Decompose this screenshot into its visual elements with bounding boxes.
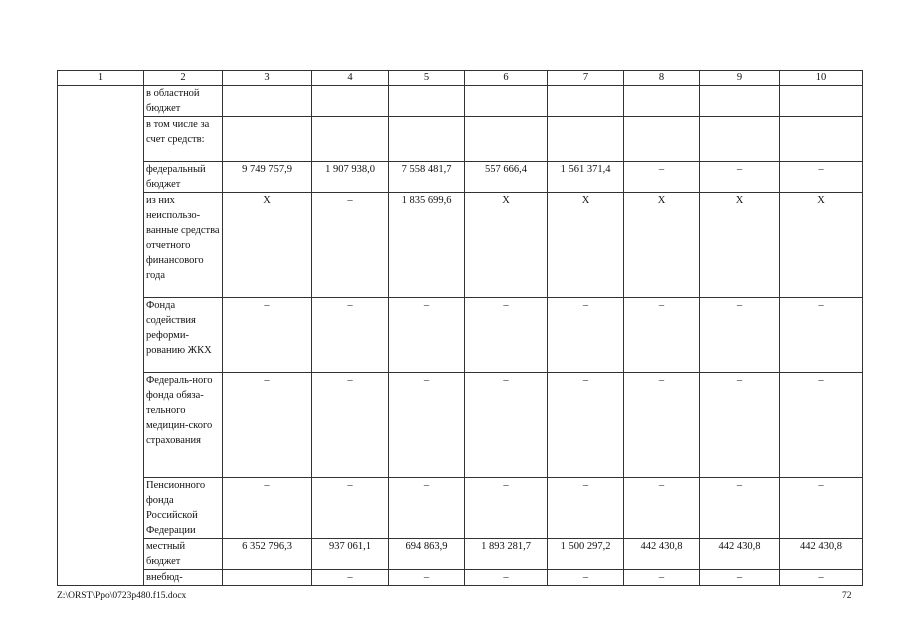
table-cell: –: [700, 373, 780, 478]
table-cell: [312, 86, 389, 117]
table-cell: –: [780, 478, 863, 539]
table-cell: Х: [700, 193, 780, 298]
table-cell: –: [389, 373, 465, 478]
table-cell: –: [624, 373, 700, 478]
table-cell: [223, 117, 312, 162]
table-cell: 1 835 699,6: [389, 193, 465, 298]
table-cell: –: [700, 298, 780, 373]
row-label: в том числе за счет средств:: [144, 117, 223, 162]
table-cell: 937 061,1: [312, 539, 389, 570]
table-cell: –: [780, 373, 863, 478]
table-cell: [780, 117, 863, 162]
header-cell: 4: [312, 71, 389, 86]
header-cell: 8: [624, 71, 700, 86]
table-cell: –: [465, 373, 548, 478]
row-label: из них неиспользо-ванные средства отчетного финансового года: [144, 193, 223, 298]
column-1-cell: [58, 86, 144, 586]
table-cell: 1 907 938,0: [312, 162, 389, 193]
table-cell: Х: [548, 193, 624, 298]
table-row: [58, 193, 863, 298]
table-cell: [223, 86, 312, 117]
table-cell: [465, 86, 548, 117]
table-cell: –: [312, 570, 389, 586]
table-cell: Х: [465, 193, 548, 298]
table-cell: 6 352 796,3: [223, 539, 312, 570]
table-cell: 1 500 297,2: [548, 539, 624, 570]
table-cell: [700, 117, 780, 162]
table-cell: Х: [223, 193, 312, 298]
row-label: в областной бюджет: [144, 86, 223, 117]
header-cell: 2: [144, 71, 223, 86]
table-cell: 1 561 371,4: [548, 162, 624, 193]
table-cell: [389, 117, 465, 162]
table-cell: –: [223, 373, 312, 478]
table-cell: –: [312, 478, 389, 539]
table-cell: –: [465, 570, 548, 586]
data-table: [57, 70, 863, 586]
table-cell: –: [548, 570, 624, 586]
table-row: [58, 162, 863, 193]
table-cell: 442 430,8: [780, 539, 863, 570]
table-cell: –: [780, 570, 863, 586]
header-cell: 5: [389, 71, 465, 86]
row-label: федеральный бюджет: [144, 162, 223, 193]
table-cell: –: [624, 478, 700, 539]
table-cell: –: [700, 478, 780, 539]
table-cell: [548, 86, 624, 117]
header-row: [58, 71, 863, 86]
table-cell: 1 893 281,7: [465, 539, 548, 570]
table-cell: –: [780, 162, 863, 193]
table-cell: –: [312, 193, 389, 298]
table-cell: 7 558 481,7: [389, 162, 465, 193]
table-cell: –: [465, 298, 548, 373]
footer-page-number: 72: [842, 591, 852, 601]
table-cell: 442 430,8: [700, 539, 780, 570]
table-cell: [624, 117, 700, 162]
table-cell: –: [548, 478, 624, 539]
header-cell: 3: [223, 71, 312, 86]
table-cell: [389, 86, 465, 117]
table-cell: –: [548, 373, 624, 478]
table-cell: 694 863,9: [389, 539, 465, 570]
table-cell: –: [624, 570, 700, 586]
header-cell: 7: [548, 71, 624, 86]
row-label: местный бюджет: [144, 539, 223, 570]
table-cell: –: [223, 298, 312, 373]
table-cell: [548, 117, 624, 162]
table-row: [58, 117, 863, 162]
table-cell: [312, 117, 389, 162]
table-row: [58, 478, 863, 539]
header-cell: 9: [700, 71, 780, 86]
table-cell: –: [223, 478, 312, 539]
table-cell: –: [389, 298, 465, 373]
table-row: [58, 86, 863, 117]
table-cell: –: [700, 162, 780, 193]
row-label: внебюд-: [144, 570, 223, 586]
table-cell: Х: [624, 193, 700, 298]
table-cell: Х: [780, 193, 863, 298]
table-cell: [780, 86, 863, 117]
table-cell: –: [780, 298, 863, 373]
table-cell: –: [389, 570, 465, 586]
row-label: Пенсионного фонда Российской Федерации: [144, 478, 223, 539]
table-cell: –: [465, 478, 548, 539]
table-cell: –: [624, 298, 700, 373]
table-cell: –: [312, 298, 389, 373]
table-cell: –: [624, 162, 700, 193]
table-cell: 557 666,4: [465, 162, 548, 193]
table-cell: 9 749 757,9: [223, 162, 312, 193]
table-row: [58, 570, 863, 586]
table-cell: 442 430,8: [624, 539, 700, 570]
table-cell: [624, 86, 700, 117]
table-cell: –: [548, 298, 624, 373]
header-cell: 1: [58, 71, 144, 86]
table-row: [58, 298, 863, 373]
header-cell: 10: [780, 71, 863, 86]
row-label: Фонда содействия реформи-рованию ЖКХ: [144, 298, 223, 373]
table-cell: [223, 570, 312, 586]
table-row: [58, 373, 863, 478]
table-cell: –: [312, 373, 389, 478]
table-cell: [700, 86, 780, 117]
header-cell: 6: [465, 71, 548, 86]
footer-file-path: Z:\ORST\Ppo\0723p480.f15.docx: [57, 591, 187, 601]
table-cell: –: [389, 478, 465, 539]
table-cell: [465, 117, 548, 162]
table-cell: –: [700, 570, 780, 586]
table-row: [58, 539, 863, 570]
row-label: Федераль-ного фонда обяза-тельного медицин-ского страхования: [144, 373, 223, 478]
